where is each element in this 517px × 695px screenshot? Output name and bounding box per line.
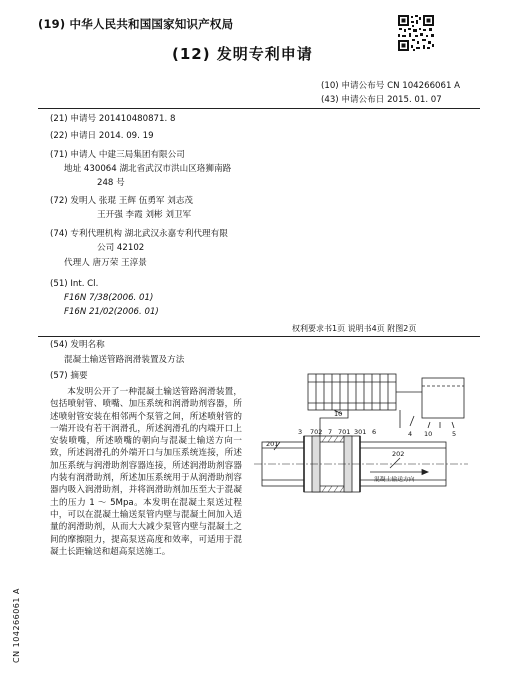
label-701: 701 bbox=[338, 428, 351, 436]
patent-agency-line-2: 公司 42102 bbox=[97, 243, 145, 253]
header-rule bbox=[38, 108, 480, 109]
label-301: 301 bbox=[354, 428, 367, 436]
label-7: 7 bbox=[328, 428, 333, 436]
applicant: (71) 申请人 中建三局集团有限公司 bbox=[50, 150, 185, 160]
direction-text: 混凝土输送方向 bbox=[374, 477, 415, 483]
side-publication-number: CN 104266061 A bbox=[12, 588, 21, 663]
address-line-2: 248 号 bbox=[97, 178, 125, 188]
ipc-code-2: F16N 21/02(2006. 01) bbox=[64, 307, 159, 317]
label-3: 3 bbox=[298, 428, 303, 436]
label-6: 6 bbox=[372, 428, 377, 436]
invention-title: 混凝土输送管路润滑装置及方法 bbox=[64, 355, 185, 365]
ipc-code-1: F16N 7/38(2006. 01) bbox=[64, 293, 154, 303]
abstract-label: (57) 摘要 bbox=[50, 371, 88, 381]
label-702: 702 bbox=[310, 428, 323, 436]
application-date: (22) 申请日 2014. 09. 19 bbox=[50, 131, 154, 141]
abstract-drawing bbox=[250, 372, 472, 512]
title-label: (54) 发明名称 bbox=[50, 340, 105, 350]
address-line-1: 地址 430064 湖北省武汉市洪山区珞狮南路 bbox=[64, 164, 232, 174]
int-cl-label: (51) Int. Cl. bbox=[50, 279, 99, 289]
qr-code bbox=[397, 14, 435, 52]
label-202: 202 bbox=[392, 450, 405, 458]
publication-number: (10) 申请公布号 CN 104266061 A bbox=[321, 81, 461, 91]
inventors-line-2: 王开强 李霞 刘彬 刘卫军 bbox=[97, 210, 192, 220]
label-10b: 10 bbox=[424, 430, 433, 438]
agents: 代理人 唐万荣 王淳景 bbox=[64, 258, 147, 268]
document-type: (12) 发明专利申请 bbox=[172, 45, 313, 63]
abstract-text: 本发明公开了一种混凝土输送管路润滑装置，包括喷射管、喷嘴、加压系统和润滑助剂容器，所述喷射管安装在相邻两个泵管之间，所述喷射管的一端开设有若干润滑孔，所述润滑孔的内端开口上安装喷嘴，所述喷嘴的朝向与混凝土输送方向一致，所述润滑孔的外端开口与加压系统连接，所述加压系统与润滑助剂容器连接，所述润滑助剂容器内装有润滑助剂，所述加压系统用于从润滑助剂容器内吸入润滑助剂，并将润滑助剂加压至大于混凝土的压力 1 ～ 5Mpa。本发明在混凝土泵送过程中，可以在混凝土输送泵管内壁与混凝土间加入适量的润滑助剂，从而大大减少泵管内壁与混凝土之间的摩擦阻力，提高泵送高度和效率，可适用于混凝土长距输送和超高泵送施工。 bbox=[50, 387, 242, 557]
inventors-line-1: (72) 发明人 张琨 王辉 伍勇军 刘志茂 bbox=[50, 196, 194, 206]
label-201: 201 bbox=[266, 440, 279, 448]
section-rule bbox=[38, 336, 480, 337]
application-number: (21) 申请号 201410480871. 8 bbox=[50, 114, 176, 124]
office-name: (19) 中华人民共和国国家知识产权局 bbox=[38, 17, 234, 31]
label-10: 10 bbox=[334, 410, 343, 418]
label-4: 4 bbox=[408, 430, 413, 438]
label-5: 5 bbox=[452, 430, 457, 438]
page-counts: 权利要求书1页 说明书4页 附图2页 bbox=[292, 324, 417, 333]
publication-date: (43) 申请公布日 2015. 01. 07 bbox=[321, 95, 442, 105]
patent-agency-line-1: (74) 专利代理机构 湖北武汉永嘉专利代理有限 bbox=[50, 229, 228, 239]
